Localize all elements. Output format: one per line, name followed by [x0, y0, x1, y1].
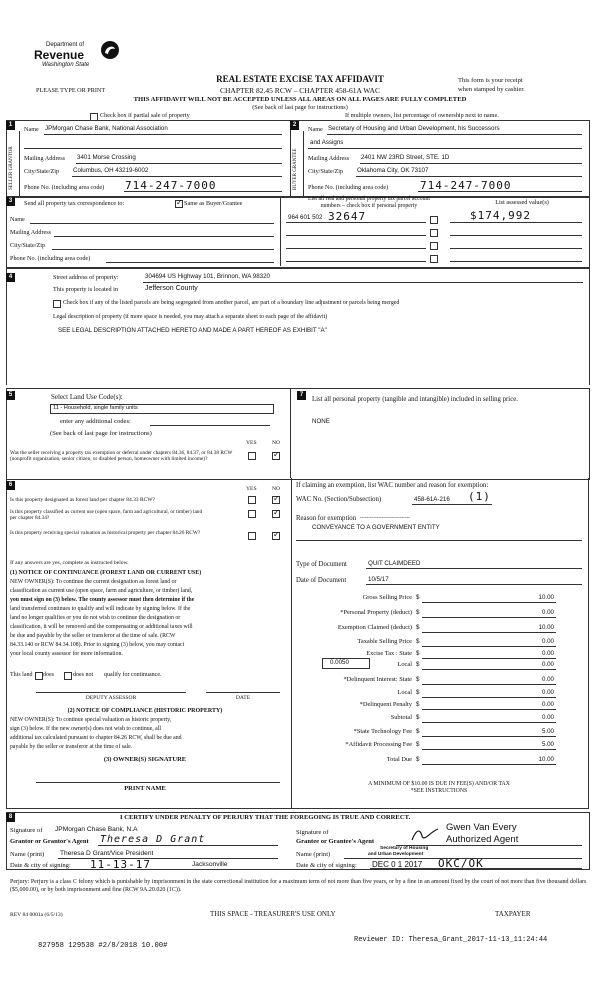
section-6-number: 6 [6, 481, 15, 490]
street-address-label: Street address of property: [53, 274, 119, 281]
wac-label: WAC No. (Section/Subsection) [296, 496, 382, 503]
segregated-checkbox[interactable] [53, 300, 61, 308]
fee-dollar-sign: $ [416, 624, 420, 631]
fee-dollar-sign: $ [416, 741, 420, 748]
buyer-phone: 714-247-7000 [420, 179, 512, 192]
corr-name-label: Name [10, 216, 25, 223]
parcel-header-2: numbers – check box if personal property [320, 203, 418, 209]
grantee-city: OKC/OK [438, 857, 484, 870]
personal-property-checkbox-4[interactable] [430, 255, 438, 263]
please-type: PLEASE TYPE OR PRINT [36, 87, 106, 94]
parcel-number: 964 601 502 [288, 214, 323, 221]
notice-compliance-text-3: additional tax calculated pursuant to chapter 84.26 RCW, shall be due and [10, 735, 182, 741]
receipt-note-2: when stamped by cashier. [458, 86, 525, 93]
perjury-text: Perjury: Perjury is a class C felony which is punishable by imprisonment in the state correctional institution for a maximum term of not more than five years, or by a fine in an amount fixed by the court of not more than five thousand dollars ($5,000.00), or by both imprisonment and fine (RCW 9A.20.020 (1C)). [10, 879, 587, 893]
grantor-signature-of: Signature of [10, 827, 43, 834]
seller-city-label: City/State/Zip [24, 168, 60, 175]
revenue-swirl-icon [100, 40, 120, 60]
land-does-label: This land [10, 672, 33, 678]
county: Jefferson County [145, 285, 198, 292]
section-5-q1: Was the seller receiving a property tax exemption or deferral under chapters 84.36, 84.37, or 84.38 RCW (nonprofit organization, senior citizen, or disabled person, homeowner with limited income)? [10, 450, 233, 463]
legal-description: SEE LEGAL DESCRIPTION ATTACHED HERETO AND MADE A PART HEREOF AS EXHIBIT "A" [58, 327, 327, 334]
legal-description-label: Legal description of property (if more space is needed, you may attach a separate sheet to each page of the affidavit) [53, 314, 328, 320]
grantee-date-city-label: Date & city of signing: [296, 862, 357, 869]
fee-dollar-sign: $ [416, 638, 420, 645]
form-title: REAL ESTATE EXCISE TAX AFFIDAVIT [216, 74, 384, 84]
send-correspondence-label: Send all property tax correspondence to: [24, 200, 125, 207]
s5-q1-no-checkbox[interactable] [272, 452, 280, 460]
print-name-label: PRINT NAME [124, 785, 166, 792]
fee-label: *Delinquent Penalty [359, 701, 412, 708]
wac-subsection-handwritten: (1) [468, 490, 491, 503]
revenue-logo [34, 40, 124, 80]
fee-label: *State Technology Fee [353, 728, 412, 735]
seller-mailing: 3401 Morse Crossing [77, 154, 136, 161]
owner-signature-label: (3) OWNER(S) SIGNATURE [103, 756, 187, 763]
section-5-number: 5 [6, 391, 15, 400]
buyer-city: Oklahoma City, OK 73107 [357, 167, 429, 174]
fee-dollar-sign: $ [416, 661, 420, 668]
street-address: 304694 US Highway 101, Brinnon, WA 98320 [145, 273, 270, 280]
reason-value: CONVEYANCE TO A GOVERNMENT ENTITY [312, 524, 440, 531]
grantee-sig-name: Gwen Van Every [446, 822, 517, 833]
qualify-label: qualify for continuance. [104, 672, 162, 678]
seller-city: Columbus, OH 43219-6002 [73, 167, 149, 174]
fee-dollar-sign: $ [416, 728, 420, 735]
fee-value: 10.00 [538, 594, 554, 601]
land-does-not-checkbox[interactable] [64, 672, 72, 680]
doc-type-label: Type of Document [296, 561, 347, 568]
personal-property-value: NONE [312, 418, 330, 425]
buyer-phone-label: Phone No. (including area code) [308, 184, 389, 191]
section-3-number: 3 [6, 197, 15, 206]
seller-name-label: Name [24, 126, 39, 133]
fee-value: 10.00 [538, 756, 554, 763]
parcel-header-1: List all real and personal property tax parcel account [307, 196, 430, 202]
notice-continuance-text-4: land transferred continues to qualify and will indicate by signing below. If the [10, 606, 191, 612]
land-use-label: Select Land Use Code(s): [51, 393, 123, 401]
fee-value: 0.00 [541, 638, 554, 645]
see-instructions: *SEE INSTRUCTIONS [410, 788, 468, 794]
fee-label: Gross Selling Price [362, 594, 412, 601]
same-as-buyer-checkbox[interactable] [175, 200, 183, 208]
grantee-name-print-label: Name (print) [296, 851, 331, 858]
wac-number: 458-61A-216 [414, 496, 450, 503]
personal-property-checkbox-3[interactable] [430, 242, 438, 250]
section-6-q1: Is this property designated as forest land per chapter 84.33 RCW? [10, 497, 155, 503]
fee-value: 0.00 [541, 676, 554, 683]
doc-type: QUIT CLAIMDEED [368, 560, 421, 567]
grantee-agent-label: Grantee or Grantee's Agent [296, 838, 375, 845]
section-5-no: NO [272, 440, 281, 446]
personal-property-checkbox-1[interactable] [430, 216, 438, 224]
section-1-number: 1 [6, 121, 15, 130]
logo-revenue: Revenue [34, 48, 85, 62]
receipt-note-1: This form is your receipt [458, 77, 523, 84]
logo-state: Washington State [42, 62, 90, 68]
buyer-grantee-label: BUYER GRANTEE [293, 148, 298, 190]
grantor-city: Jacksonville [192, 861, 228, 868]
grantor-signature: Theresa D Grant [100, 834, 206, 845]
section-6-no: NO [272, 486, 281, 492]
notice-continuance-text-2: classification as current use (open space, farm and agriculture, or timber) land, [10, 588, 193, 594]
fee-value: 10.00 [538, 624, 554, 631]
buyer-mailing: 2401 NW 23RD Street, STE. 1D [361, 154, 450, 161]
section-2-number: 2 [290, 121, 299, 130]
s6-q1-yes-checkbox[interactable] [248, 496, 256, 504]
corr-phone-label: Phone No. (including area code) [10, 255, 91, 262]
grantee-signature-of: Signature of [296, 829, 329, 836]
buyer-city-label: City/State/Zip [308, 168, 344, 175]
multiple-owners-note: If multiple owners, list percentage of ownership next to name. [345, 112, 499, 119]
fee-label: Excise Tax : State [366, 650, 412, 657]
doc-date-label: Date of Document [296, 577, 347, 584]
seller-name: JPMorgan Chase Bank, National Association [45, 125, 168, 132]
seller-grantor-label: SELLER GRANTOR [9, 146, 14, 190]
s6-q2-no-checkbox[interactable] [272, 510, 280, 518]
fee-dollar-sign: $ [416, 701, 420, 708]
doc-date: 10/5/17 [368, 576, 389, 583]
additional-codes-label: enter any additional codes: [60, 418, 131, 425]
segregated-label: Check box if any of the listed parcels are being segregated from another parcel, are part of a boundary line adjustment or parcels being merged [63, 300, 400, 306]
section-8-number: 8 [6, 813, 15, 822]
buyer-name-label: Name [308, 126, 323, 133]
s6-q2-yes-checkbox[interactable] [248, 510, 256, 518]
fee-value: 0.00 [541, 689, 554, 696]
fee-label: *Personal Property (deduct) [340, 609, 412, 616]
section-5-yes: YES [246, 440, 257, 446]
located-in-label: This property is located in [53, 286, 118, 293]
notice-continuance-text-5: land no longer qualifies or you do not wish to continue the designation or [10, 615, 181, 621]
section-6-q3: Is this property receiving special valuation as historical property per chapter 84.26 RCW? [10, 530, 201, 536]
notice-continuance-text-3: you must sign on (3) below. The county assessor must then determine if the [10, 597, 195, 603]
same-as-buyer-label: Same as Buyer/Grantee [184, 200, 243, 207]
fee-value: 0.00 [541, 661, 554, 668]
reason-label: Reason for exemption [296, 515, 357, 522]
assessed-header: List assessed value(s) [495, 199, 549, 206]
buyer-name-1: Secretary of Housing and Urban Development, his Successors [328, 125, 500, 132]
tax-rate: 0.0050 [330, 659, 349, 666]
notice-compliance-text-4: payable by the seller or transferor at the time of sale. [10, 744, 133, 750]
if-yes-text: If any answers are yes, complete as instructed below. [10, 560, 129, 566]
notice-compliance-text-1: NEW OWNER(S): To continue special valuation as historic property, [10, 717, 172, 723]
notice-continuance-text-1: NEW OWNER(S): To continue the current designation as forest land or [10, 579, 177, 585]
buyer-name-2: and Assigns [310, 139, 344, 146]
logo-dept-of: Department of [46, 42, 85, 48]
notice-compliance-title: (2) NOTICE OF COMPLIANCE (HISTORIC PROPERTY) [67, 708, 223, 714]
grantor-name-print: Theresa D Grant/Vice President [60, 850, 154, 857]
notice-continuance-text-7: be due and payable by the seller or transferor at the time of sale. (RCW [10, 633, 176, 639]
grantee-name-1: Secretary of Housing [380, 846, 429, 851]
fee-dollar-sign: $ [416, 676, 420, 683]
warning-text: THIS AFFIDAVIT WILL NOT BE ACCEPTED UNLESS ALL AREAS ON ALL PAGES ARE FULLY COMPLETED [133, 96, 467, 103]
form-revision: REV 84 0001a (6/5/13) [10, 912, 63, 918]
personal-property-label: List all personal property (tangible and intangible) included in selling price. [312, 396, 518, 403]
fee-label: Total Due [386, 756, 412, 763]
date-label: DATE [235, 695, 251, 701]
buyer-mailing-label: Mailing Address [308, 155, 350, 162]
grantor-agent-label: Grantor or Grantor's Agent [10, 838, 89, 845]
fee-dollar-sign: $ [416, 714, 420, 721]
notice-continuance-text-6: classification, it will be removed and the compensating or additional taxes will [10, 624, 193, 630]
grantor-date: 11-13-17 [90, 858, 151, 871]
fee-value: 5.00 [541, 728, 554, 735]
fee-label: Subtotal [390, 714, 412, 721]
notice-compliance-text-2: sign (3) below. If the new owner(s) does not wish to continue, all [10, 726, 161, 732]
land-use-see-back: (See back of last page for instructions) [50, 430, 152, 437]
assessed-value: $174,992 [470, 209, 531, 222]
does-not-label: does not [73, 672, 94, 678]
treasurer-use: THIS SPACE - TREASURER'S USE ONLY [210, 910, 336, 918]
fee-value: 0.00 [541, 714, 554, 721]
notice-continuance-text-8: 84.33.140 or RCW 84.34.108). Prior to signing (3) below, you may contact [10, 642, 185, 648]
grantee-name-2: and Urban Development [368, 852, 424, 857]
does-label: does [43, 672, 54, 678]
s6-q3-yes-checkbox[interactable] [248, 532, 256, 540]
section-6-q2: Is this property classified as current use (open space, farm and agricultural, or timber) land per chapter 84.34? [10, 509, 203, 522]
fee-label: *Delinquent Interest: State [343, 676, 412, 683]
fee-dollar-sign: $ [416, 689, 420, 696]
partial-sale-label: Check box if partial sale of property [100, 112, 190, 119]
corr-city-label: City/State/Zip [10, 242, 46, 249]
form-chapters: CHAPTER 82.45 RCW – CHAPTER 458-61A WAC [220, 86, 380, 95]
seller-phone: 714-247-7000 [125, 179, 217, 192]
seller-phone-label: Phone No. (including area code) [24, 184, 105, 191]
notice-continuance-text-9: your local county assessor for more information. [10, 651, 123, 657]
grantor-date-city-label: Date & city of signing: [10, 862, 71, 869]
land-use-value: 11 - Household, single family units [53, 405, 138, 411]
fee-value: 0.00 [541, 609, 554, 616]
s6-q3-no-checkbox[interactable] [272, 532, 280, 540]
corr-mailing-label: Mailing Address [10, 229, 52, 236]
fee-label: Local [397, 661, 412, 668]
fee-value: 0.00 [541, 650, 554, 657]
fee-label: *Affidavit Processing Fee [345, 741, 412, 748]
personal-property-checkbox-2[interactable] [430, 229, 438, 237]
exemption-claim-label: If claiming an exemption, list WAC number and reason for exemption: [296, 482, 489, 489]
taxpayer-copy: TAXPAYER [495, 910, 531, 918]
deputy-assessor-label: DEPUTY ASSESSOR [85, 695, 137, 701]
fee-label: Exemption Claimed (deduct) [337, 624, 412, 631]
fee-value: 5.00 [541, 741, 554, 748]
section-7-number: 7 [297, 391, 306, 400]
grantee-signature-mark-icon [410, 826, 440, 844]
grantor-sig-company: JPMorgan Chase Bank, N.A [55, 826, 138, 833]
section-6-yes: YES [246, 486, 257, 492]
fee-value: 0.00 [541, 701, 554, 708]
notice-continuance-title: (1) NOTICE OF CONTINUANCE (FOREST LAND OR CURRENT USE) [10, 570, 202, 576]
certify-text: I CERTIFY UNDER PENALTY OF PERJURY THAT THE FOREGOING IS TRUE AND CORRECT. [120, 814, 411, 821]
seller-mailing-label: Mailing Address [24, 155, 66, 162]
grantee-sig-title: Authorized Agent [446, 834, 519, 845]
grantee-date: DEC 0 1 2017 [372, 860, 423, 869]
fee-dollar-sign: $ [416, 609, 420, 616]
fee-dollar-sign: $ [416, 650, 420, 657]
s6-q1-no-checkbox[interactable] [272, 496, 280, 504]
reviewer-id: Reviewer ID: Theresa_Grant_2017-11-13_11:24:44 [354, 936, 548, 944]
s5-q1-yes-checkbox[interactable] [248, 452, 256, 460]
fee-label: Taxable Selling Price [357, 638, 412, 645]
cashier-stamp: 827958 129538 #2/8/2018 10.00# [38, 942, 168, 950]
minimum-due: A MINIMUM OF $10.00 IS DUE IN FEE(S) AND/OR TAX [368, 781, 510, 787]
parcel-number-handwritten: 32647 [328, 210, 367, 223]
reason-dashes: ------------------------------ [360, 515, 410, 521]
section-4-number: 4 [6, 273, 15, 282]
grantor-name-print-label: Name (print) [10, 851, 45, 858]
fee-label: Local [397, 689, 412, 696]
fee-dollar-sign: $ [416, 594, 420, 601]
fee-dollar-sign: $ [416, 756, 420, 763]
see-back-instructions: (See back of last page for instructions) [252, 104, 348, 111]
land-does-checkbox[interactable] [35, 672, 43, 680]
